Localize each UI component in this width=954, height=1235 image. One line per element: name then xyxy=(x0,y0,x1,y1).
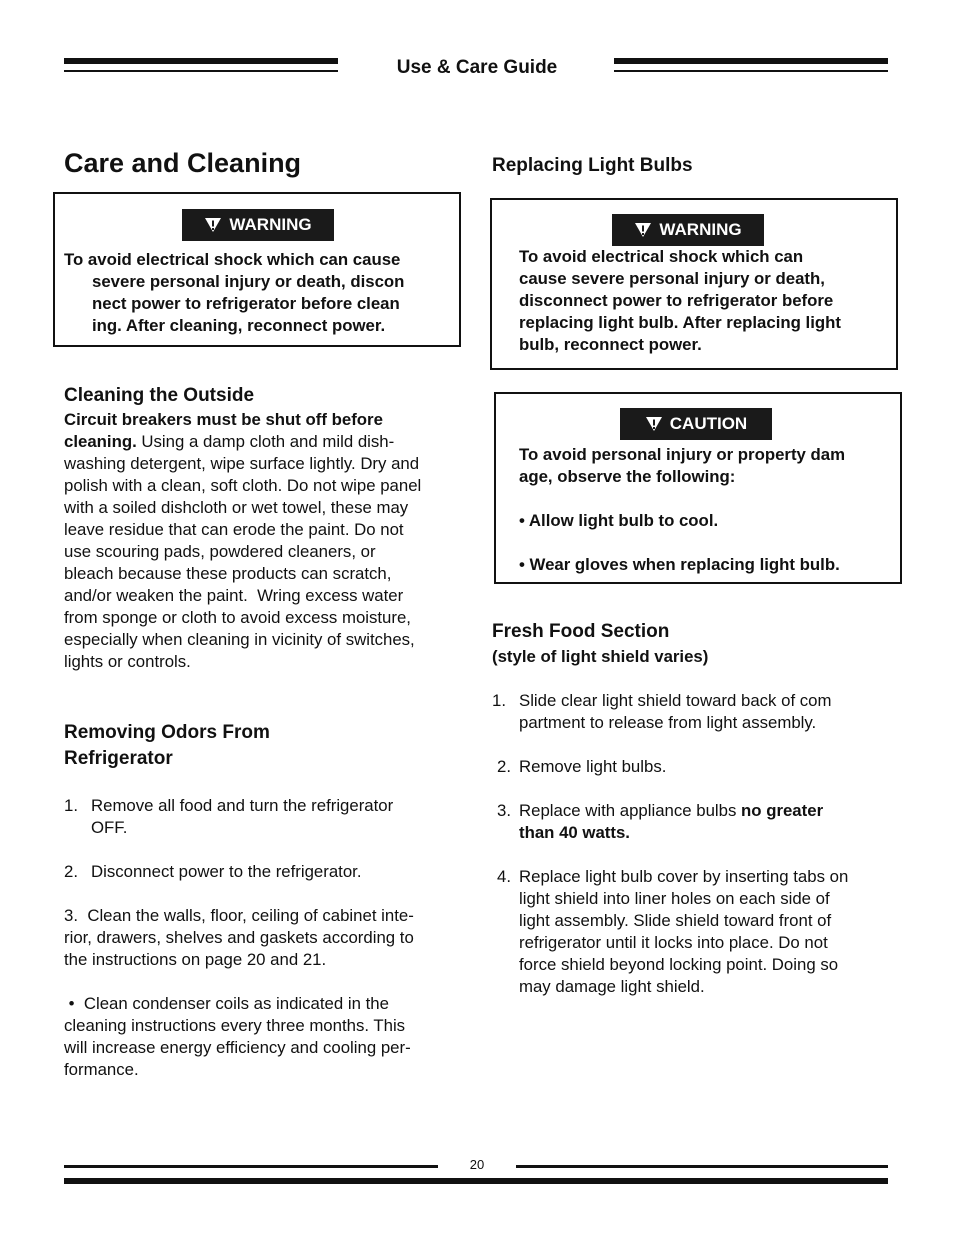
body-line: washing detergent, wipe surface lightly. Dry and xyxy=(64,454,420,473)
step-number: 2. xyxy=(64,862,78,881)
step-text: Disconnect power to the refrigerator. xyxy=(91,862,362,881)
replacing-light-bulbs-title: Replacing Light Bulbs xyxy=(492,155,693,176)
step-number: 4. xyxy=(497,867,511,886)
warning-triangle-icon xyxy=(204,217,222,233)
caution-box xyxy=(494,392,902,584)
warning-line: To avoid electrical shock which can xyxy=(519,247,804,266)
step-line: Replace light bulb cover by inserting tabs on xyxy=(519,867,849,886)
body-line: from sponge or cloth to avoid excess moisture, xyxy=(64,608,411,627)
title-line: Removing Odors From xyxy=(64,722,270,743)
caution-line: age, observe the following: xyxy=(519,467,736,486)
body-line: leave residue that can erode the paint. Do not xyxy=(64,520,404,539)
odors-bullet xyxy=(64,993,464,1081)
warning-line: bulb, reconnect power. xyxy=(519,335,702,354)
header-rule-right-thick xyxy=(614,58,888,64)
page-title: Care and Cleaning xyxy=(64,148,302,178)
caution-line: To avoid personal injury or property dam xyxy=(519,445,846,464)
cleaning-outside-title: Cleaning the Outside xyxy=(64,385,255,406)
fresh-step-3 xyxy=(497,800,897,844)
warning-triangle-icon xyxy=(634,222,652,238)
step-text: Remove all food and turn the refrigerator OFF. xyxy=(91,796,394,837)
body-line: the instructions on page 20 and 21. xyxy=(64,950,327,969)
warning-line: severe personal injury or death, discon xyxy=(92,272,405,291)
caution-badge xyxy=(620,408,772,440)
page-number: 20 xyxy=(469,1157,485,1172)
body-line: lights or controls. xyxy=(64,652,191,671)
fresh-step-4 xyxy=(497,866,897,998)
body-line: formance. xyxy=(64,1060,139,1079)
step-text xyxy=(492,690,892,734)
odors-step-1 xyxy=(64,795,459,839)
body-line: will increase energy efficiency and cooling per- xyxy=(64,1038,411,1057)
caution-bullet: • Allow light bulb to cool. xyxy=(519,511,719,530)
step-number: 1. xyxy=(492,691,506,710)
warning-line: To avoid electrical shock which can cause xyxy=(64,250,401,269)
title-line: Refrigerator xyxy=(64,748,173,769)
step-line: light assembly. Slide shield toward front of xyxy=(519,911,832,930)
odors-step-2 xyxy=(64,861,459,883)
warning-text xyxy=(519,246,891,356)
step-number: 3. xyxy=(497,801,511,820)
warning-badge xyxy=(182,209,334,241)
caution-triangle-icon xyxy=(645,416,663,432)
step-number: 2. xyxy=(497,757,511,776)
header-rule-right-thin xyxy=(614,70,888,72)
bold-line: Circuit breakers must be shut off before xyxy=(64,410,383,429)
fresh-food-subtitle: (style of light shield varies) xyxy=(492,647,709,666)
caution-text xyxy=(519,444,899,576)
step-bold: than 40 watts. xyxy=(519,823,630,842)
fresh-step-2 xyxy=(497,756,897,778)
warning-badge-label: WARNING xyxy=(659,220,742,239)
step-bold: no greater xyxy=(741,801,824,820)
cleaning-outside-body xyxy=(64,409,464,673)
footer-rule-right-thin xyxy=(516,1165,888,1168)
body-line: 3. Clean the walls, floor, ceiling of cabinet inte- xyxy=(64,906,414,925)
step-text xyxy=(497,866,897,998)
warning-line: cause severe personal injury or death, xyxy=(519,269,825,288)
body-line: especially when cleaning in vicinity of switches, xyxy=(64,630,415,649)
step-line: Slide clear light shield toward back of com xyxy=(519,691,832,710)
warning-line: ing. After cleaning, reconnect power. xyxy=(92,316,386,335)
footer-rule-left-thin xyxy=(64,1165,438,1168)
odors-step-3 xyxy=(64,905,464,971)
warning-line: nect power to refrigerator before clean xyxy=(92,294,400,313)
fresh-food-title: Fresh Food Section xyxy=(492,621,670,642)
step-line: light shield into liner holes on each side of xyxy=(519,889,830,908)
warning-line: replacing light bulb. After replacing light xyxy=(519,313,841,332)
body-line: with a soiled dishcloth or wet towel, these may xyxy=(64,498,409,517)
body-line: cleaning instructions every three months. This xyxy=(64,1016,406,1035)
warning-box-left xyxy=(53,192,461,347)
body-line: and/or weaken the paint. Wring excess water xyxy=(64,586,404,605)
body-line: use scouring pads, powdered cleaners, or xyxy=(64,542,376,561)
body-line: Using a damp cloth and mild dish- xyxy=(136,432,395,451)
caution-bullet: • Wear gloves when replacing light bulb. xyxy=(519,555,840,574)
header-rule-left-thin xyxy=(64,70,338,72)
step-line: Replace with appliance bulbs xyxy=(519,801,742,820)
warning-box-right xyxy=(490,198,898,370)
fresh-step-1 xyxy=(492,690,892,734)
footer-rule-thick xyxy=(64,1178,888,1184)
warning-text xyxy=(64,249,454,337)
step-line: may damage light shield. xyxy=(519,977,705,996)
body-line: rior, drawers, shelves and gaskets according to xyxy=(64,928,414,947)
body-line: • Clean condenser coils as indicated in the xyxy=(64,994,389,1013)
removing-odors-title xyxy=(64,720,270,772)
step-text: Remove light bulbs. xyxy=(519,757,667,776)
step-line: partment to release from light assembly. xyxy=(519,713,817,732)
header-rule-left-thick xyxy=(64,58,338,64)
step-line: refrigerator until it locks into place. Do not xyxy=(519,933,828,952)
body-line: bleach because these products can scratch, xyxy=(64,564,392,583)
bold-line: cleaning. xyxy=(64,432,137,451)
step-line: force shield beyond locking point. Doing so xyxy=(519,955,839,974)
header-title: Use & Care Guide xyxy=(396,57,558,78)
caution-badge-label: CAUTION xyxy=(669,414,748,433)
step-text xyxy=(497,800,897,844)
warning-badge-label: WARNING xyxy=(229,215,312,234)
warning-line: disconnect power to refrigerator before xyxy=(519,291,834,310)
warning-badge xyxy=(612,214,764,246)
body-line: polish with a clean, soft cloth. Do not wipe panel xyxy=(64,476,422,495)
step-number: 1. xyxy=(64,796,78,815)
